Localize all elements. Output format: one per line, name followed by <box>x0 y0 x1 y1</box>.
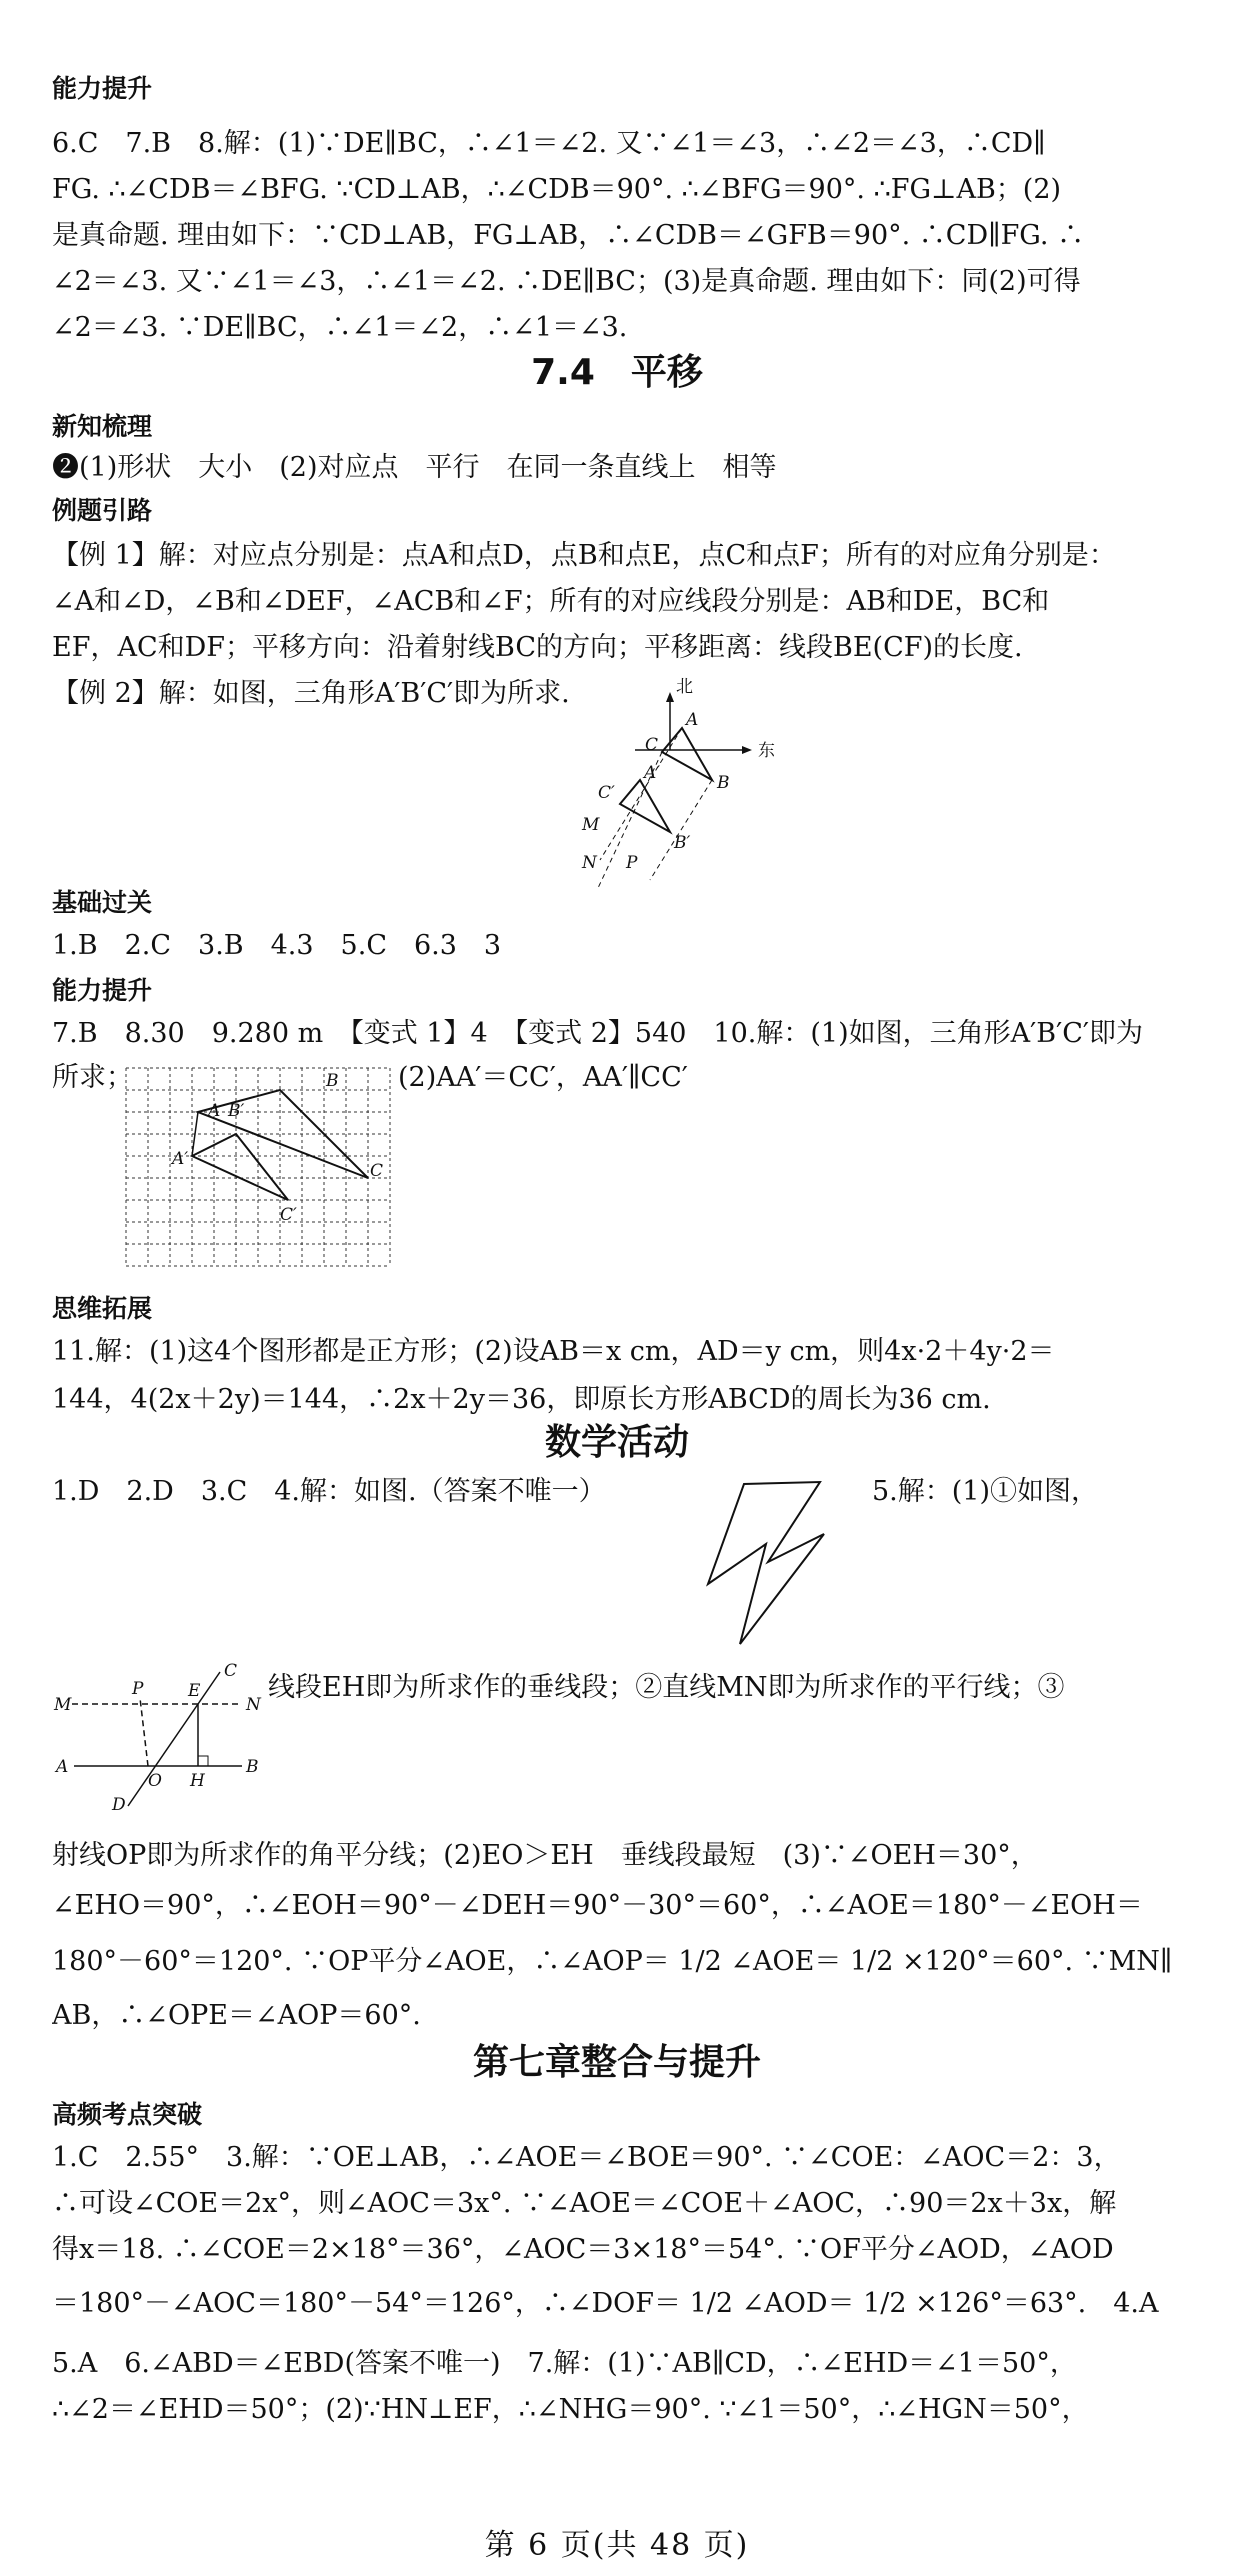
label-p: P <box>132 1679 144 1699</box>
text-line: 1.B 2.C 3.B 4.3 5.C 6.3 3 <box>52 930 502 961</box>
text-line: 是真命题. 理由如下：∵CD⊥AB，FG⊥AB，∴∠CDB＝∠GFB＝90°. ∴CD∥FG. ∴ <box>52 220 1085 251</box>
text-line: 11.解：(1)这4个图形都是正方形；(2)设AB＝x cm，AD＝y cm，则4x·2＋4y·2＝ <box>52 1336 1055 1367</box>
text-line: 线段EH即为所求作的垂线段；②直线MN即为所求作的平行线；③ <box>268 1672 1065 1703</box>
text-line: 射线OP即为所求作的角平分线；(2)EO＞EH 垂线段最短 (3)∵∠OEH＝30°， <box>52 1840 1038 1871</box>
label-m: M <box>54 1695 72 1715</box>
label-n: N <box>246 1695 261 1715</box>
heading-key-points: 高频考点突破 <box>52 2100 203 2129</box>
text-line: 1.D 2.D 3.C 4.解：如图.（答案不唯一） <box>52 1476 606 1507</box>
label-b-prime: B′ <box>674 833 691 853</box>
section-title-translation: 7.4 平移 <box>531 352 703 393</box>
construction-figure <box>52 1661 272 1815</box>
lightning-icon <box>708 1482 824 1644</box>
heading-ability: 能力提升 <box>52 74 153 103</box>
text-line: 5.解：(1)①如图， <box>872 1476 1099 1507</box>
label-b-prime: B′ <box>228 1101 245 1121</box>
text-line: 1.C 2.55° 3.解：∵OE⊥AB，∴∠AOE＝∠BOE＝90°. ∵∠COE：∠AOC＝2：3， <box>52 2142 1121 2173</box>
right-angle-mark <box>198 1756 208 1766</box>
label-c: C <box>224 1661 238 1681</box>
label-c: C <box>370 1161 384 1181</box>
label-north: 北 <box>676 677 693 697</box>
heading-ability-2: 能力提升 <box>52 976 153 1005</box>
label-east: 东 <box>758 741 775 761</box>
triangle-a2b2c2 <box>192 1134 288 1200</box>
east-arrow-icon <box>742 746 752 754</box>
text-line: ❷(1)形状 大小 (2)对应点 平行 在同一条直线上 相等 <box>52 452 777 483</box>
text-line: 7.B 8.30 9.280 m 【变式 1】4 【变式 2】540 10.解：(1)如图，三角形A′B′C′即为 <box>52 1018 1144 1049</box>
text-line: FG. ∴∠CDB＝∠BFG. ∵CD⊥AB，∴∠CDB＝90°. ∴∠BFG＝90°. ∴FG⊥AB；(2) <box>52 174 1062 205</box>
label-a-prime: A′ <box>644 763 661 783</box>
text-line: 所求； <box>52 1062 133 1093</box>
text-line: AB，∴∠OPE＝∠AOP＝60°. <box>52 2000 421 2031</box>
label-b: B <box>326 1071 339 1091</box>
north-arrow-icon <box>666 692 674 702</box>
label-c-prime: C′ <box>280 1205 297 1225</box>
label-o: O <box>148 1771 162 1791</box>
heading-examples: 例题引路 <box>52 496 153 525</box>
label-c-prime: C′ <box>598 783 615 803</box>
label-m: M <box>582 815 600 835</box>
grid <box>126 1068 390 1266</box>
text-line: 144，4(2x＋2y)＝144，∴2x＋2y＝36，即原长方形ABCD的周长为36 cm. <box>52 1384 991 1415</box>
label-e: E <box>188 1681 201 1701</box>
text-line: 得x＝18. ∴∠COE＝2×18°＝36°，∠AOC＝3×18°＝54°. ∵OF平分∠AOD，∠AOD <box>52 2234 1114 2265</box>
page-footer: 第 6 页(共 48 页) <box>484 2528 750 2563</box>
lightning-shape-figure <box>700 1478 840 1648</box>
text-line: 6.C 7.B 8.解：(1)∵DE∥BC，∴∠1＝∠2. 又∵∠1＝∠3，∴∠2＝∠3，∴CD∥ <box>52 128 1046 159</box>
heading-new-knowledge: 新知梳理 <box>52 412 153 441</box>
label-p: P <box>626 853 638 873</box>
section-title-activity: 数学活动 <box>544 1422 689 1463</box>
text-line: 【例 2】解：如图，三角形A′B′C′即为所求. <box>52 678 570 709</box>
label-d: D <box>112 1795 126 1815</box>
dashed-line-p <box>650 780 712 880</box>
text-line: ∠A和∠D，∠B和∠DEF，∠ACB和∠F；所有的对应线段分别是：AB和DE，BC和 <box>52 586 1050 617</box>
label-c: C <box>645 735 659 755</box>
label-a-prime: A′ <box>172 1149 189 1169</box>
label-b: B <box>246 1757 259 1777</box>
text-line: ＝180°－∠AOC＝180°－54°＝126°，∴∠DOF＝ 1/2 ∠AOD＝ 1/2 ×126°＝63°. 4.A <box>52 2288 1159 2319</box>
translation-compass-figure <box>540 670 800 880</box>
text-line: ∠2＝∠3. 又∵∠1＝∠3，∴∠1＝∠2. ∴DE∥BC；(3)是真命题. 理由如下：同(2)可得 <box>52 266 1081 297</box>
heading-basic: 基础过关 <box>52 888 153 917</box>
label-n: N <box>582 853 597 873</box>
label-a: A <box>686 710 699 730</box>
label-a: A <box>208 1101 221 1121</box>
grid-translation-figure <box>122 1064 394 1276</box>
text-line: (2)AA′＝CC′，AA′∥CC′ <box>398 1062 688 1093</box>
text-line: ∴∠2＝∠EHD＝50°；(2)∵HN⊥EF，∴∠NHG＝90°. ∵∠1＝50°，∴∠HGN＝50°， <box>52 2394 1089 2425</box>
text-line: ∴可设∠COE＝2x°，则∠AOC＝3x°. ∵∠AOE＝∠COE＋∠AOC，∴90＝2x＋3x，解 <box>52 2188 1117 2219</box>
ray-op <box>140 1698 148 1766</box>
label-b: B <box>717 773 730 793</box>
heading-thinking: 思维拓展 <box>52 1294 153 1323</box>
label-h: H <box>190 1771 205 1791</box>
text-line: 【例 1】解：对应点分别是：点A和点D，点B和点E，点C和点F；所有的对应角分别是： <box>52 540 1116 571</box>
section-title-chapter-review: 第七章整合与提升 <box>472 2042 761 2083</box>
text-line: 180°－60°＝120°. ∵OP平分∠AOE，∴∠AOP＝ 1/2 ∠AOE＝ 1/2 ×120°＝60°. ∵MN∥ <box>52 1946 1173 1977</box>
text-line: ∠2＝∠3. ∵DE∥BC，∴∠1＝∠2，∴∠1＝∠3. <box>52 312 628 343</box>
label-a: A <box>56 1757 69 1777</box>
text-line: ∠EHO＝90°，∴∠EOH＝90°－∠DEH＝90°－30°＝60°，∴∠AOE＝180°－∠EOH＝ <box>52 1890 1143 1921</box>
text-line: 5.A 6.∠ABD＝∠EBD(答案不唯一) 7.解：(1)∵AB∥CD，∴∠EHD＝∠1＝50°， <box>52 2348 1077 2379</box>
text-line: EF，AC和DF；平移方向：沿着射线BC的方向；平移距离：线段BE(CF)的长度. <box>52 632 1023 663</box>
